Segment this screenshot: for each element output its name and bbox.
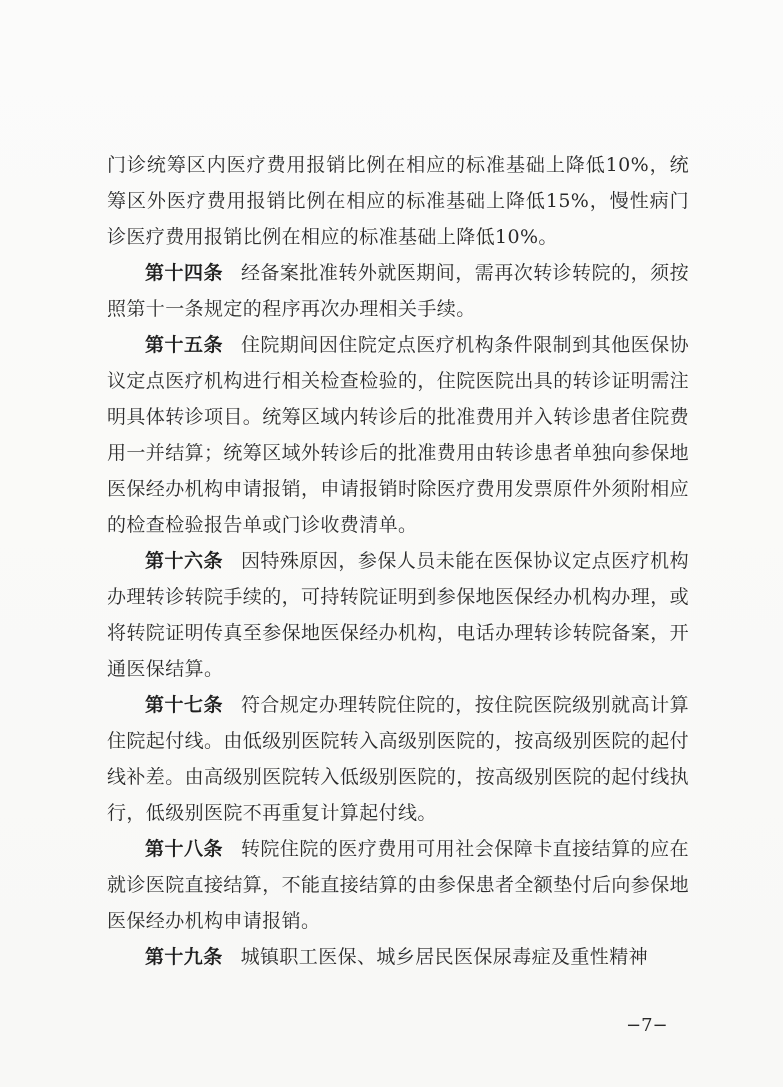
paragraph-article-14 [107,255,689,327]
document-body [107,147,689,975]
paragraph-article-15 [107,327,689,543]
article-label: 第十五条 [145,334,223,356]
paragraph-article-19 [107,939,689,975]
article-label: 第十九条 [145,946,223,968]
page-number: −7− [626,1015,668,1036]
paragraph-text: 因特殊原因，参保人员未能在医保协议定点医疗机构办理转诊转院手续的，可持转院证明到参保地医保经办机构办理，或将转院证明传真至参保地医保经办机构，电话办理转诊转院备案，开通医保结算。 [107,550,690,680]
paragraph-continuation [107,147,689,255]
article-label: 第十四条 [145,262,223,284]
paragraph-article-18 [107,831,689,939]
paragraph-text: 门诊统筹区内医疗费用报销比例在相应的标准基础上降低10%，统筹区外医疗费用报销比例在相应的标准基础上降低15%，慢性病门诊医疗费用报销比例在相应的标准基础上降低10%。 [107,154,689,248]
paragraph-text: 城镇职工医保、城乡居民医保尿毒症及重性精神 [240,946,649,968]
article-label: 第十八条 [145,838,223,860]
paragraph-text: 住院期间因住院定点医疗机构条件限制到其他医保协议定点医疗机构进行相关检查检验的，住院医院出具的转诊证明需注明具体转诊项目。统筹区域内转诊后的批准费用并入转诊患者住院费用一并结算；统筹区域外转诊后的批准费用由转诊患者单独向参保地医保经办机构申请报销，申请报销时除医疗费用发票原件外须附相应的检查检验报告单或门诊收费清单。 [107,334,690,536]
article-label: 第十七条 [145,694,223,716]
article-label: 第十六条 [145,550,223,572]
paragraph-article-17 [107,687,689,831]
paragraph-text: 转院住院的医疗费用可用社会保障卡直接结算的应在就诊医院直接结算，不能直接结算的由参保患者全额垫付后向参保地医保经办机构申请报销。 [107,838,690,932]
paragraph-article-16 [107,543,689,687]
paragraph-text: 经备案批准转外就医期间，需再次转诊转院的，须按照第十一条规定的程序再次办理相关手续。 [107,262,689,320]
paragraph-text: 符合规定办理转院住院的，按住院医院级别就高计算住院起付线。由低级别医院转入高级别医院的，按高级别医院的起付线补差。由高级别医院转入低级别医院的，按高级别医院的起付线执行，低级别医院不再重复计算起付线。 [107,694,690,824]
